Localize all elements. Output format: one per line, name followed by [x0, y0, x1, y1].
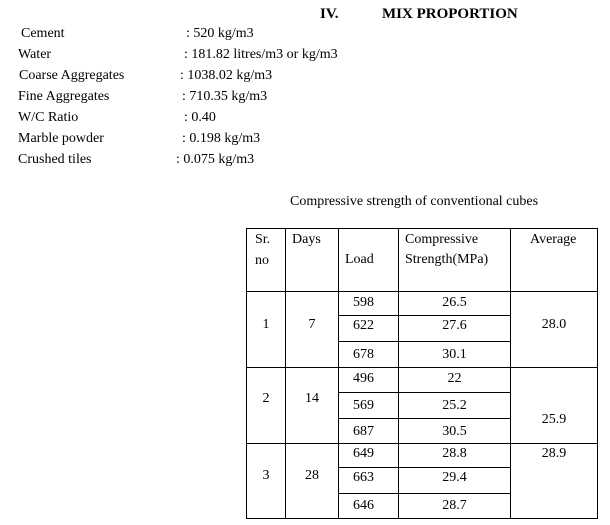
proportion-value-wc-ratio: : 0.40	[184, 110, 216, 125]
group-1-row-2-load: 622	[353, 318, 374, 333]
group-1-row-1-strength: 26.5	[442, 295, 467, 310]
row-divider	[338, 392, 511, 393]
proportion-label-coarse-aggregates: Coarse Aggregates	[19, 68, 125, 83]
header-strength-line2: Strength(MPa)	[405, 252, 489, 267]
proportion-label-cement: Cement	[21, 26, 65, 41]
col-sep-4	[510, 228, 511, 519]
group-3-row-2-strength: 29.4	[442, 470, 467, 485]
row-divider	[338, 315, 511, 316]
group-1-row-2-strength: 27.6	[442, 318, 467, 333]
group-3-row-3-load: 646	[353, 498, 374, 513]
group-1-sr: 1	[262, 317, 270, 332]
group-divider-1	[246, 367, 598, 368]
row-divider	[338, 467, 511, 468]
group-2-sr: 2	[262, 391, 270, 406]
group-1-days: 7	[308, 317, 316, 332]
group-3-row-1-load: 649	[353, 446, 374, 461]
group-1-row-3-strength: 30.1	[442, 347, 467, 362]
header-divider	[246, 291, 598, 292]
proportion-value-coarse-aggregates: : 1038.02 kg/m3	[180, 68, 273, 83]
group-2-row-2-load: 569	[353, 398, 374, 413]
proportion-label-crushed-tiles: Crushed tiles	[18, 152, 92, 167]
row-divider	[338, 493, 511, 494]
group-2-row-3-strength: 30.5	[442, 424, 467, 439]
group-1-row-1-load: 598	[353, 295, 374, 310]
table-caption: Compressive strength of conventional cubes	[290, 194, 539, 209]
proportion-value-cement: : 520 kg/m3	[186, 26, 254, 41]
group-2-days: 14	[305, 391, 319, 406]
group-2-average: 25.9	[541, 412, 567, 427]
proportion-label-water: Water	[18, 47, 52, 62]
group-2-row-1-strength: 22	[447, 371, 462, 386]
row-divider	[338, 418, 511, 419]
header-load: Load	[345, 252, 374, 267]
group-1-row-3-load: 678	[353, 347, 374, 362]
section-title: MIX PROPORTION	[382, 6, 518, 22]
header-sr-line2: no	[255, 253, 269, 268]
group-2-row-2-strength: 25.2	[442, 398, 467, 413]
proportion-label-wc-ratio: W/C Ratio	[18, 110, 79, 125]
group-3-row-2-load: 663	[353, 470, 374, 485]
row-divider	[338, 341, 511, 342]
group-divider-2	[246, 443, 598, 444]
table-border-top	[246, 228, 598, 229]
proportion-value-fine-aggregates: : 710.35 kg/m3	[182, 89, 268, 104]
table-border-right	[597, 228, 598, 519]
header-days: Days	[292, 232, 321, 247]
group-2-row-3-load: 687	[353, 424, 374, 439]
group-3-average: 28.9	[541, 446, 567, 461]
proportion-label-marble-powder: Marble powder	[18, 131, 104, 146]
col-sep-2	[338, 228, 339, 519]
proportion-value-marble-powder: : 0.198 kg/m3	[182, 131, 261, 146]
header-average: Average	[530, 232, 577, 247]
section-number: IV.	[320, 6, 339, 22]
proportion-label-fine-aggregates: Fine Aggregates	[18, 89, 110, 104]
header-sr-line1: Sr.	[255, 232, 271, 247]
group-3-days: 28	[305, 468, 319, 483]
group-2-row-1-load: 496	[353, 371, 374, 386]
proportion-value-crushed-tiles: : 0.075 kg/m3	[176, 152, 255, 167]
group-3-row-1-strength: 28.8	[442, 446, 467, 461]
group-1-average: 28.0	[541, 317, 567, 332]
group-3-sr: 3	[262, 468, 270, 483]
header-strength-line1: Compressive	[405, 232, 479, 247]
table-border-bottom	[246, 518, 598, 519]
group-3-row-3-strength: 28.7	[442, 498, 467, 513]
proportion-value-water: : 181.82 litres/m3 or kg/m3	[184, 47, 338, 62]
